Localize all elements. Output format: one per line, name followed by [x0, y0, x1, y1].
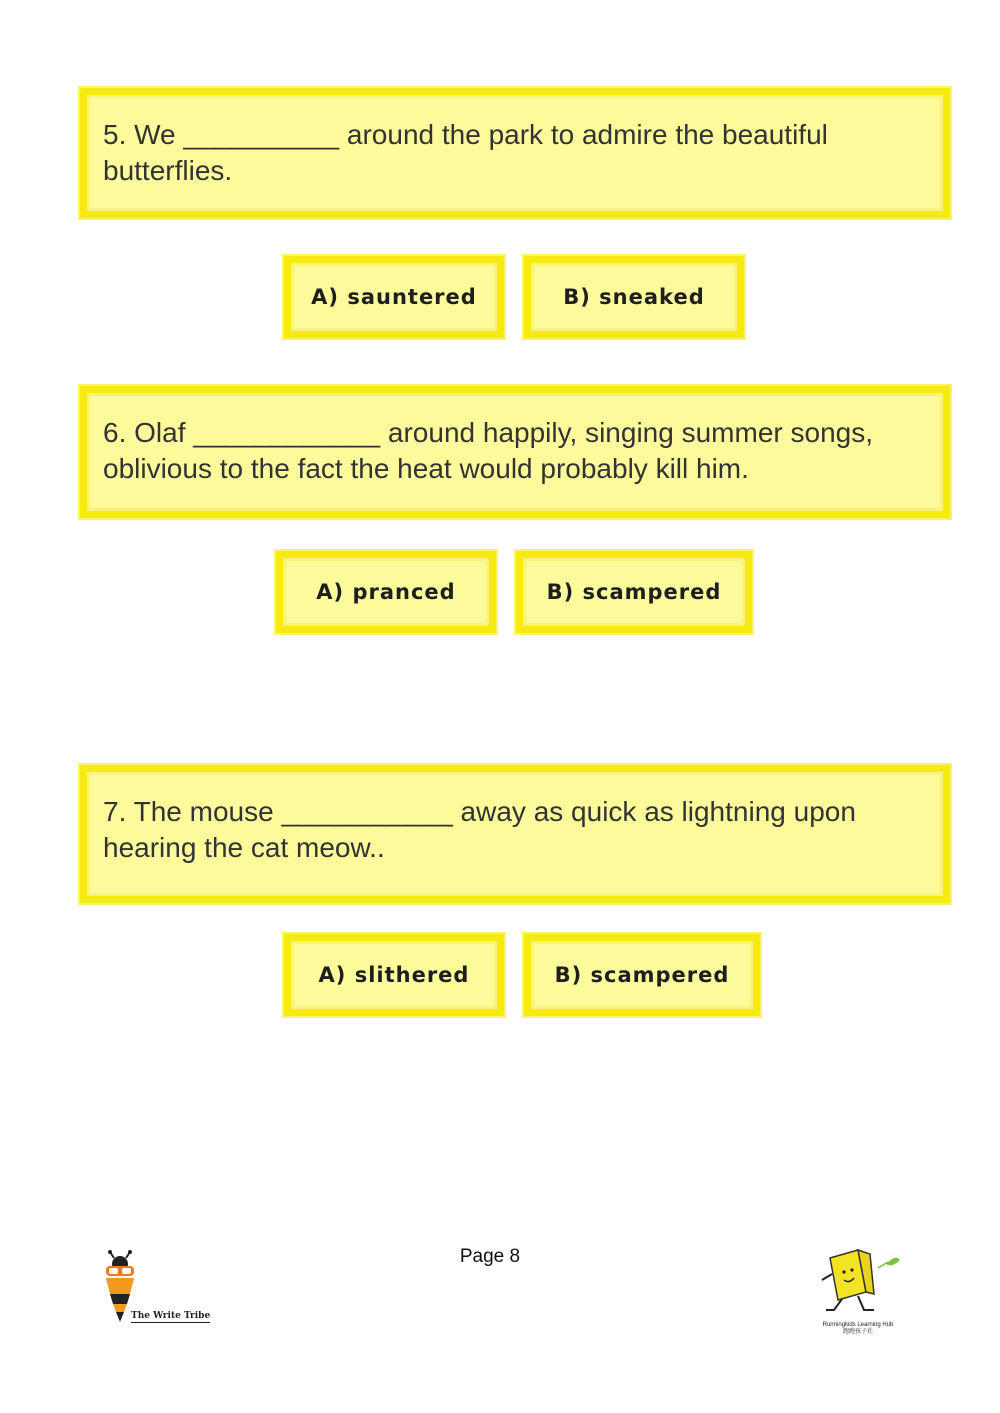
brand-name-right: [812, 1322, 904, 1336]
option-label: A) slithered: [318, 963, 470, 987]
question-7-option-b-button[interactable]: [524, 934, 760, 1016]
brand-name-right-line1: Runningkids Learning Hub: [822, 1322, 894, 1328]
page-number: Page 8: [459, 1246, 521, 1267]
question-6-text: 6. Olaf ____________ around happily, singing summer songs, oblivious to the fact the heat would probably kill him.: [103, 417, 873, 484]
question-7-text: 7. The mouse ___________ away as quick as lightning upon hearing the cat meow..: [103, 796, 856, 863]
option-label: A) sauntered: [311, 285, 477, 309]
brand-name-left: The Write Tribe: [131, 1311, 211, 1321]
question-5-option-b-button[interactable]: [524, 256, 744, 338]
brand-name-right-line2: 跑跑孩子社: [842, 1329, 873, 1335]
question-7-option-a-button[interactable]: [284, 934, 504, 1016]
option-label: A) pranced: [316, 580, 456, 604]
question-5-text: 5. We __________ around the park to admire the beautiful butterflies.: [103, 119, 828, 186]
question-6-option-b-button[interactable]: [516, 551, 752, 633]
question-7-box: [80, 765, 950, 903]
question-6-box: [80, 386, 950, 518]
option-label: B) scampered: [546, 580, 722, 604]
question-5-box: [80, 88, 950, 218]
option-label: B) sneaked: [563, 285, 705, 309]
question-6-option-a-button[interactable]: [276, 551, 496, 633]
question-5-option-a-button[interactable]: [284, 256, 504, 338]
option-label: B) scampered: [554, 963, 730, 987]
